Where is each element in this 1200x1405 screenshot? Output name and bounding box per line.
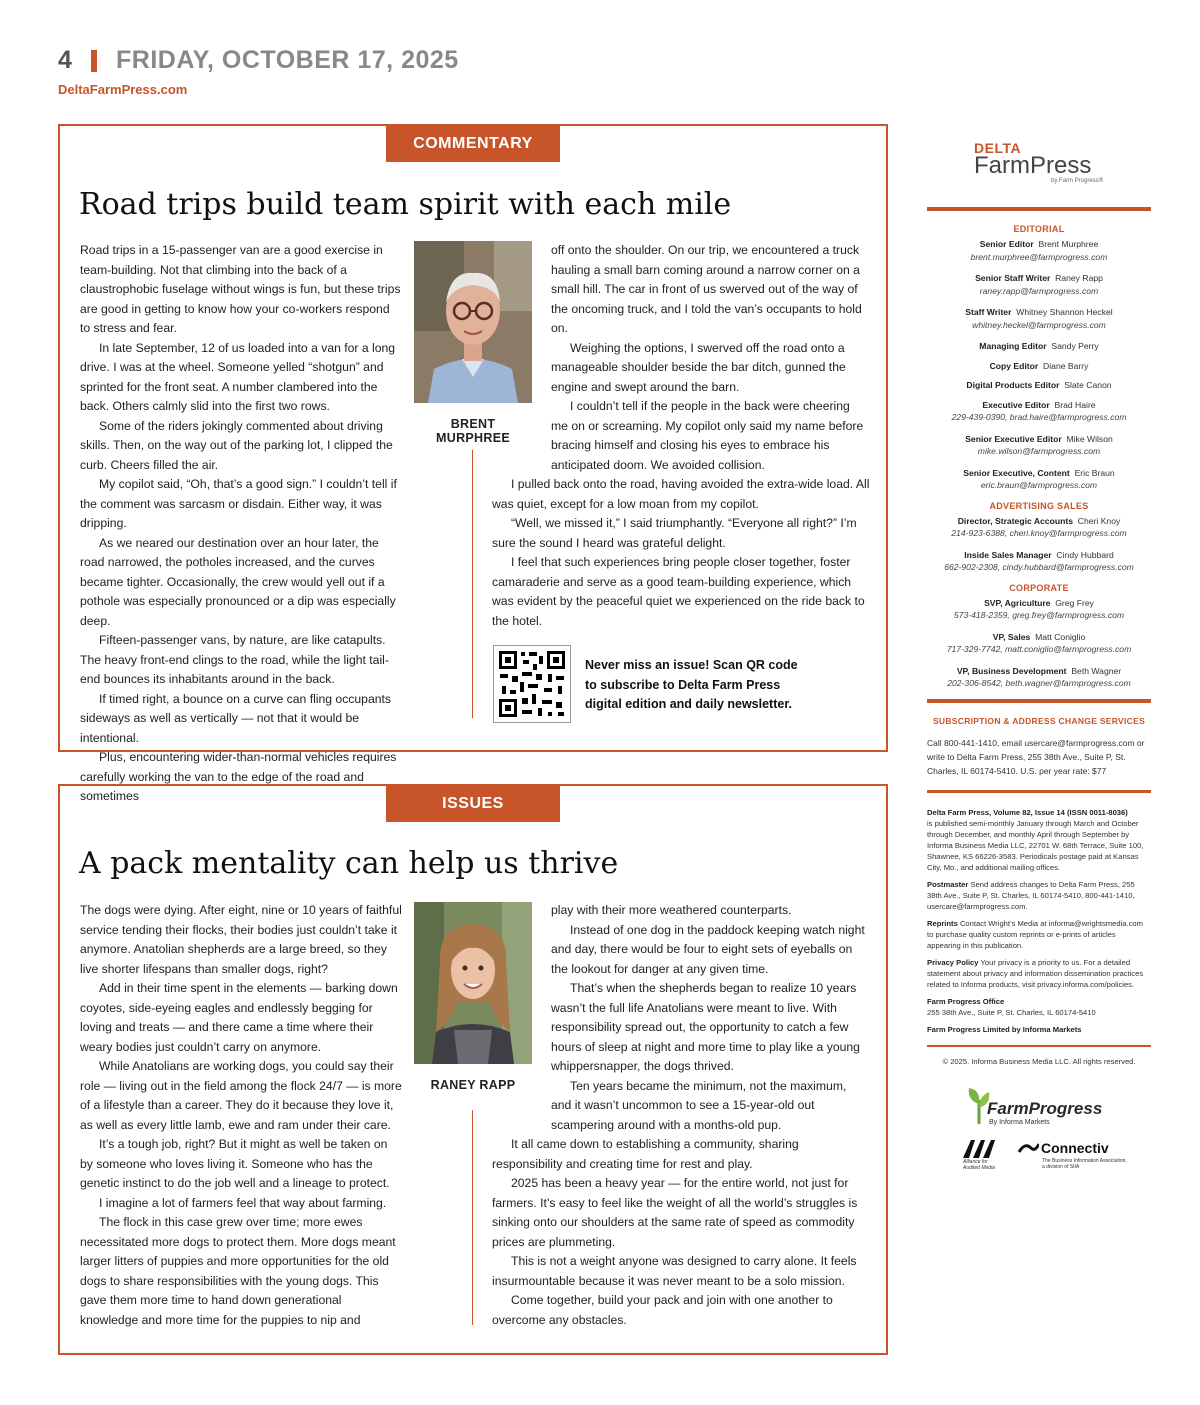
limited-info: [927, 1024, 1151, 1035]
paragraph: Ten years became the minimum, not the maximum, and it wasn’t uncommon to see a 15-year-old out scampering around with a months-old pup.: [551, 1078, 847, 1132]
masthead-rule: [927, 207, 1151, 211]
staff-name: Raney Rapp: [1055, 273, 1103, 283]
staff-role: Staff Writer: [965, 307, 1012, 317]
paragraph: Come together, build your pack and join with one another to overcome any obstacles.: [492, 1293, 833, 1327]
paragraph: I feel that such experiences bring people closer together, foster camaraderie and serve as a good team-building experience, which was evident by the peaceful quiet we experienced on the ride back to the hotel.: [492, 555, 865, 628]
paragraph: Some of the riders jokingly commented about driving skills. Then, on the way out of the parking lot, I clipped the curb. Cheers filled the air.: [80, 418, 393, 472]
staff-entry: [927, 549, 1151, 574]
commentary-section-tag: COMMENTARY: [386, 126, 560, 162]
subscribe-qr-code[interactable]: [493, 645, 571, 723]
staff-name: Slate Canon: [1064, 380, 1112, 390]
paragraph: off onto the shoulder. On our trip, we encountered a truck hauling a small barn coming around a narrow corner on a small hill. The car in front of us swerved out of the way of the oncoming truck, and I told the van’s occupants to hold on.: [551, 243, 862, 335]
staff-role: Senior Staff Writer: [975, 273, 1051, 283]
staff-name: Brad Haire: [1054, 399, 1096, 410]
connectiv-icon: [1017, 1142, 1039, 1156]
staff-entry: [927, 340, 1151, 353]
farm-progress-logo: [927, 1086, 1151, 1130]
staff-role: Copy Editor: [989, 360, 1039, 371]
paragraph: I imagine a lot of farmers feel that way about farming.: [99, 1195, 387, 1210]
limited-text: Farm Progress Limited by Informa Markets: [927, 1024, 1082, 1034]
staff-contact[interactable]: 214-923-6388, cheri.knoy@farmprogress.com: [951, 528, 1127, 538]
staff-role: VP, Sales: [992, 631, 1031, 642]
paragraph: It’s a tough job, right? But it might as well be taken on by someone who loves living it. Someone who has the genetic instinct to do the job well and a lineage to protect.: [80, 1137, 390, 1190]
corporate-heading: CORPORATE: [1009, 582, 1069, 593]
staff-contact[interactable]: 229-439-0390, brad.haire@farmprogress.com: [951, 412, 1127, 422]
staff-name: Eric Braun: [1074, 467, 1115, 478]
masthead: [927, 140, 1151, 1174]
column-rule: [472, 1110, 473, 1325]
delta-farm-press-logo: [927, 140, 1151, 202]
staff-entry: [927, 631, 1151, 656]
staff-contact[interactable]: 662-902-2308, cindy.hubbard@farmprogress.com: [944, 562, 1134, 572]
commentary-column-1: [80, 241, 402, 807]
pub-text: is published semi-monthly January through March and October through December, and monthly April through September by Informa Business Media LLC, 22701 W. 68th Terrace, Suite 100, Shawnee, KS 66226-3583. Periodicals postage paid at Kansas City, Mo., and additional mailing offices.: [927, 818, 1144, 872]
staff-name: Sandy Perry: [1051, 341, 1099, 351]
staff-contact[interactable]: raney.rapp@farmprogress.com: [979, 285, 1099, 296]
staff-role: Inside Sales Manager: [964, 549, 1052, 560]
commentary-byline: BRENT MURPHREE: [436, 417, 510, 445]
paragraph: While Anatolians are working dogs, you could say their role — living out in the field among the flock 24/7 — is more of a lifestyle than a career. They do it because they love it, as well as every little lamb, ewe and ram under their care.: [80, 1059, 402, 1132]
paragraph: That’s when the shepherds began to realize 10 years wasn’t the full life Anatolians were meant to live. With responsibility spread out, the opportunity to catch a few hours of sleep at night and more time to play like a young whippersnapper, the dogs thrived.: [551, 981, 860, 1073]
staff-role: Managing Editor: [979, 341, 1047, 351]
staff-name: Whitney Shannon Heckel: [1016, 307, 1113, 317]
masthead-rule: [927, 790, 1151, 793]
logo-delta: DELTA: [974, 140, 1022, 156]
masthead-rule: [927, 699, 1151, 703]
paragraph: Fifteen-passenger vans, by nature, are like catapults. The heavy front-end clings to the road, while the light tail-end bounces its inhabitants around in the back.: [80, 633, 389, 686]
issues-column-2: [492, 901, 870, 1330]
editorial-list: [927, 238, 1151, 492]
fp-logo-text: FarmProgress: [987, 1098, 1103, 1118]
staff-entry: [927, 467, 1151, 492]
aam-text: Alliance for Audited Media: [963, 1158, 995, 1171]
staff-entry: [927, 306, 1151, 331]
paragraph: If timed right, a bounce on a curve can fling occupants sideways as well as vertically — not that it would be intentional.: [80, 691, 391, 745]
paragraph: Weighing the options, I swerved off the road onto a manageable shoulder beside the bar ditch, gunned the engine and swept around the barn.: [551, 340, 846, 394]
paragraph: Plus, encountering wider-than-normal vehicles requires carefully working the van to the edge of the road and sometimes: [80, 750, 397, 803]
commentary-column-2: [492, 241, 870, 631]
association-logos: [927, 1140, 1151, 1174]
staff-contact[interactable]: 717-329-7742, matt.coniglio@farmprogress.com: [946, 644, 1132, 654]
paragraph: play with their more weathered counterparts.: [551, 903, 792, 917]
paragraph: It all came down to establishing a community, sharing responsibility and creating time for rest and play.: [492, 1137, 799, 1171]
paragraph: “Well, we missed it,” I said triumphantly. “Everyone all right?” I’m sure the sound I heard was grateful delight.: [492, 516, 857, 550]
staff-contact[interactable]: whitney.heckel@farmprogress.com: [972, 319, 1106, 330]
commentary-headline: Road trips build team spirit with each mile: [79, 187, 732, 222]
page-number: 4: [58, 46, 72, 74]
staff-contact[interactable]: 573-418-2359, greg.frey@farmprogress.com: [953, 610, 1125, 620]
issues-section-tag: ISSUES: [386, 786, 560, 822]
fp-logo-sub: By Informa Markets: [989, 1118, 1050, 1126]
corporate-list: [927, 597, 1151, 690]
staff-name: Cindy Hubbard: [1056, 549, 1114, 560]
aam-logo-icon: [963, 1140, 995, 1158]
staff-name: Mike Wilson: [1066, 433, 1113, 444]
postmaster-text: Send address changes to Delta Farm Press, 255 38th Ave., Suite P, St. Charles, IL 60174-5410, 800-441-1410, usercare@farmprogress.com.: [927, 879, 1135, 911]
issue-date: FRIDAY, OCTOBER 17, 2025: [116, 46, 459, 74]
paragraph: In late September, 12 of us loaded into a van for a long drive. I was at the wheel. Someone yelled “shotgun” and sprinted for the front seat. A number clambered into the back. Others calmly slid into the first two rows.: [80, 340, 396, 413]
privacy-text: Your privacy is a priority to us. For a detailed statement about privacy and information dissemination practices related to Informa products, visit privacy.informa.com/policies.: [927, 957, 1144, 989]
privacy-label: Privacy Policy: [927, 957, 979, 967]
privacy-info: [927, 957, 1151, 990]
staff-name: Brent Murphree: [1038, 239, 1099, 249]
subscription-text: Call 800-441-1410, email usercare@farmprogress.com or write to Delta Farm Press, 255 38th Ave., Suite P, St. Charles, IL 60174-5410. U.S. per year rate: $77: [927, 737, 1145, 776]
copyright: © 2025. Informa Business Media LLC. All rights reserved.: [942, 1056, 1136, 1066]
staff-name: Beth Wagner: [1071, 665, 1122, 676]
staff-role: Director, Strategic Accounts: [957, 515, 1073, 526]
staff-role: VP, Business Development: [956, 665, 1067, 676]
staff-name: Diane Barry: [1043, 360, 1089, 371]
staff-role: Digital Products Editor: [966, 380, 1060, 390]
paragraph: I pulled back onto the road, having avoided the extra-wide load. All was quiet, except for a low moan from my copilot.: [492, 477, 870, 511]
header-divider: [91, 50, 97, 72]
staff-entry: [927, 238, 1151, 263]
staff-name: Greg Frey: [1055, 597, 1094, 608]
staff-role: SVP, Agriculture: [984, 597, 1051, 608]
staff-contact[interactable]: brent.murphree@farmprogress.com: [970, 251, 1108, 262]
editorial-heading: EDITORIAL: [1013, 224, 1065, 234]
publication-info: [927, 807, 1151, 873]
paragraph: Instead of one dog in the paddock keeping watch night and day, there would be four to eight sets of eyeballs on the lookout for danger at any given time.: [551, 922, 865, 976]
logo-farmpress: FarmPress: [974, 152, 1092, 179]
paragraph: The dogs were dying. After eight, nine or 10 years of faithful service tending their flocks, their bodies just couldn’t take it anymore. Anatolian shepherds are a large breed, so they live shorter lifespans than smaller dogs, right?: [80, 903, 402, 976]
subscription-heading: SUBSCRIPTION & ADDRESS CHANGE SERVICES: [932, 715, 1146, 726]
subscribe-callout: Never miss an issue! Scan QR code to subscribe to Delta Farm Press digital edition and daily newsletter.: [585, 658, 798, 711]
staff-entry: [927, 272, 1151, 297]
staff-contact[interactable]: mike.wilson@farmprogress.com: [977, 446, 1101, 456]
advertising-heading: ADVERTISING SALES: [989, 500, 1089, 511]
issues-headline: A pack mentality can help us thrive: [79, 846, 619, 881]
paragraph: This is not a weight anyone was designed to carry alone. It feels insurmountable because it was never meant to be a solo mission.: [492, 1254, 857, 1288]
paragraph: My copilot said, “Oh, that’s a good sign.” I couldn’t tell if the comment was sarcasm or disdain. Either way, it was dripping.: [80, 477, 397, 530]
staff-entry: [927, 379, 1151, 392]
staff-role: Executive Editor: [982, 399, 1050, 410]
postmaster-info: [927, 879, 1151, 912]
site-link[interactable]: DeltaFarmPress.com: [58, 82, 188, 97]
staff-entry: [927, 433, 1151, 458]
staff-entry: [927, 597, 1151, 622]
issues-column-1: [80, 901, 402, 1330]
staff-entry: [927, 360, 1151, 373]
connectiv-sub: The Business Information Association, a division of SIIA: [1042, 1157, 1127, 1170]
paragraph: 2025 has been a heavy year — for the entire world, not just for farmers. It’s easy to feel like the weight of all the world’s struggles is sinking onto our shoulders at the same rate of speed as commodity prices are plummeting.: [492, 1176, 858, 1249]
advertising-list: [927, 515, 1151, 574]
postmaster-label: Postmaster: [927, 879, 969, 889]
pub-title: Delta Farm Press, Volume 82, Issue 14 (ISSN 0011-8036): [927, 807, 1128, 817]
staff-entry: [927, 399, 1151, 424]
paragraph: Add in their time spent in the elements — barking down coyotes, side-eyeing eagles and endlessly begging for loving and treats — and there came a time where their weary bodies just couldn’t carry on anymore.: [80, 981, 398, 1054]
reprints-label: Reprints: [927, 918, 958, 928]
office-label: Farm Progress Office: [927, 996, 1005, 1006]
paragraph: Road trips in a 15-passenger van are a good exercise in team-building. Not that climbing into the back of a claustrophobic fuselage without wings is fun, but these trips are good in getting to know how your co-workers respond to stress and fear.: [80, 243, 401, 335]
staff-role: Senior Executive Editor: [965, 433, 1062, 444]
staff-name: Cheri Knoy: [1077, 515, 1121, 526]
staff-entry: [927, 665, 1151, 690]
logo-byline: by Farm Progress®: [1051, 178, 1104, 184]
masthead-rule: [927, 1045, 1151, 1047]
reprints-info: [927, 918, 1151, 951]
staff-role: Senior Executive, Content: [963, 467, 1070, 478]
issues-byline: RANEY RAPP: [430, 1078, 516, 1092]
paragraph: The flock in this case grew over time; more ewes necessitated more dogs to protect them. More dogs meant larger litters of puppies and more opportunities for the old dogs to share responsibilities with the young dogs. This gave them more time to hand down generational knowledge and more time for the puppies to nip and: [80, 1215, 396, 1327]
office-info: [927, 996, 1151, 1018]
staff-contact[interactable]: eric.braun@farmprogress.com: [980, 480, 1098, 490]
staff-role: Senior Editor: [979, 239, 1034, 249]
reprints-text: Contact Wright’s Media at informa@wrightsmedia.com to purchase quality custom reprints or e-prints of articles appearing in this publication.: [927, 918, 1143, 950]
connectiv-text: Connectiv: [1041, 1139, 1109, 1156]
paragraph: As we neared our destination over an hour later, the road narrowed, the potholes increased, and the curves became tighter. Occasionally, the crew would yell out if a pothole was especially pronounced or a dip was especially deep.: [80, 535, 396, 628]
column-rule: [472, 450, 473, 718]
staff-name: Matt Coniglio: [1035, 631, 1086, 642]
staff-contact[interactable]: 202-306-8542, beth.wagner@farmprogress.com: [947, 678, 1131, 688]
paragraph: I couldn’t tell if the people in the back were cheering me on or screaming. My copilot only said my name before bracing himself and closing his eyes to embrace his anticipated doom. We avoided collision.: [551, 399, 864, 472]
staff-entry: [927, 515, 1151, 540]
office-text: 255 38th Ave., Suite P, St. Charles, IL 60174-5410: [927, 1007, 1096, 1017]
